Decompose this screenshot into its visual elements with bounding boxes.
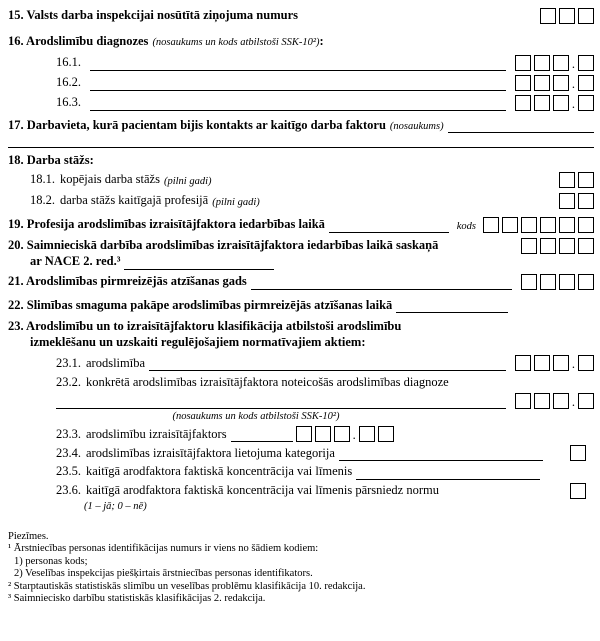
- exceeds-norm-box[interactable]: [567, 483, 586, 499]
- code-box[interactable]: [540, 274, 556, 290]
- code-box[interactable]: [559, 274, 575, 290]
- item-16-3: [8, 95, 594, 111]
- code-separator: .: [571, 96, 575, 111]
- item-16-label: 16. Arodslimību diagnozes: [8, 34, 149, 48]
- code-box[interactable]: [559, 8, 575, 24]
- item-23-2-number: 23.2.: [56, 375, 81, 390]
- code-box[interactable]: [515, 55, 531, 71]
- item-19-label: 19. Profesija arodslimības izraisītājfaktora iedarbības laikā: [8, 217, 325, 232]
- profession-fill-line[interactable]: [329, 220, 449, 233]
- item-18-2-note: (pilni gadi): [212, 196, 260, 208]
- code-separator: .: [571, 395, 575, 409]
- code-box[interactable]: [534, 95, 550, 111]
- item-23-2: [8, 375, 594, 391]
- code-box[interactable]: [502, 217, 518, 233]
- item-20-label-2: ar NACE 2. red.³: [30, 253, 121, 268]
- code-box[interactable]: [559, 172, 575, 188]
- item-16-3-number: 16.3.: [56, 95, 81, 109]
- item-15-label: 15. Valsts darba inspekcijai nosūtītā ziņojuma numurs: [8, 8, 298, 23]
- code-box[interactable]: [534, 355, 550, 371]
- code-box[interactable]: [578, 238, 594, 254]
- item-18-1: [8, 172, 594, 188]
- code-box[interactable]: [553, 55, 569, 71]
- item-23-6-number: 23.6.: [56, 483, 81, 498]
- item-22: [8, 298, 594, 314]
- item-23-5-number: 23.5.: [56, 464, 81, 479]
- factor-code-boxes[interactable]: [293, 426, 394, 442]
- footnote-1: ¹ Ārstniecības personas identifikācijas numurs ir viens no šādiem kodiem:: [8, 543, 319, 555]
- recognition-year-boxes[interactable]: [518, 274, 594, 290]
- item-19: [8, 217, 594, 233]
- item-23-1-label: arodslimība: [86, 355, 146, 370]
- nace-fill-line[interactable]: [124, 257, 274, 270]
- footnotes-title: Piezīmes.: [8, 530, 49, 542]
- diagnosis-1-code-boxes[interactable]: [512, 55, 594, 71]
- causal-diagnosis-code-boxes[interactable]: [512, 393, 594, 409]
- item-23-label-1: 23. Arodslimību un to izraisītājfaktoru klasifikācija atbilstoši arodslimību: [8, 319, 402, 334]
- harmful-service-years-boxes[interactable]: [556, 193, 594, 209]
- code-box[interactable]: [540, 238, 556, 254]
- item-16-heading: [8, 34, 594, 50]
- item-23-4: [8, 445, 594, 461]
- item-23-3-label: arodslimību izraisītājfaktors: [86, 426, 227, 441]
- item-23-6-note: (1 – jā; 0 – nē): [84, 500, 147, 512]
- item-18-1-note: (pilni gadi): [163, 175, 212, 187]
- code-box[interactable]: [553, 393, 569, 409]
- item-15: [8, 8, 594, 24]
- code-box[interactable]: [578, 172, 594, 188]
- diagnosis-2-fill-line[interactable]: [90, 78, 506, 91]
- code-box[interactable]: [540, 8, 556, 24]
- code-box[interactable]: [553, 75, 569, 91]
- item-17-line2: [8, 135, 594, 148]
- code-box[interactable]: [553, 355, 569, 371]
- code-box[interactable]: [334, 426, 350, 442]
- code-box[interactable]: [578, 393, 594, 409]
- code-box[interactable]: [515, 75, 531, 91]
- code-box[interactable]: [578, 55, 594, 71]
- footnote-2: ² Starptautiskās statistiskās slimību un veselības problēmu klasifikācija 10. redakcija.: [8, 580, 366, 592]
- code-box[interactable]: [570, 445, 586, 461]
- item-23-heading-line1: [8, 319, 594, 335]
- code-box[interactable]: [578, 274, 594, 290]
- item-18-heading: [8, 153, 594, 169]
- item-23-2-fill: [8, 393, 594, 409]
- item-18-2-label: darba stāžs kaitīgajā profesijā: [60, 193, 209, 208]
- code-box[interactable]: [296, 426, 312, 442]
- workplace-fill-line-2[interactable]: [8, 135, 594, 148]
- item-23-1: [8, 355, 594, 371]
- workplace-fill-line[interactable]: [448, 120, 594, 133]
- item-20-label: 20. Saimnieciskā darbība arodslimības izraisītājfaktora iedarbības laikā saskaņā: [8, 238, 439, 253]
- code-box[interactable]: [534, 55, 550, 71]
- item-18-1-number: 18.1.: [30, 172, 55, 187]
- footnote-1a: 1) personas kods;: [14, 555, 88, 567]
- code-box[interactable]: [578, 75, 594, 91]
- item-23-6-label: kaitīgā arodfaktora faktiskā koncentrācija vai līmenis pārsniedz normu: [86, 483, 439, 498]
- code-box[interactable]: [540, 217, 556, 233]
- item-23-label-2: izmeklēšanu un uzskaiti regulējošajiem normatīvajiem aktiem:: [30, 334, 366, 349]
- code-box[interactable]: [559, 193, 575, 209]
- usage-category-fill-line[interactable]: [339, 448, 543, 461]
- item-18-1-label: kopējais darba stāžs: [60, 172, 160, 187]
- item-23-2-caption: (nosaukums un kods atbilstoši SSK-10²): [172, 411, 340, 422]
- code-box[interactable]: [515, 95, 531, 111]
- code-box[interactable]: [578, 355, 594, 371]
- disease-code-boxes[interactable]: [512, 355, 594, 371]
- code-box[interactable]: [315, 426, 331, 442]
- diagnosis-1-fill-line[interactable]: [90, 58, 506, 71]
- code-separator: .: [352, 428, 356, 443]
- disease-fill-line[interactable]: [149, 358, 506, 371]
- profession-code-boxes[interactable]: [480, 217, 594, 233]
- item-17-note: (nosaukums): [389, 121, 444, 133]
- item-17-label: 17. Darbavieta, kurā pacientam bijis kontakts ar kaitīgo darba faktoru: [8, 117, 386, 132]
- item-23-3-number: 23.3.: [56, 426, 81, 441]
- item-16-2-number: 16.2.: [56, 75, 81, 89]
- item-23-heading-line2: [8, 335, 594, 351]
- code-separator: .: [571, 76, 575, 91]
- footnote-1b: 2) Veselības inspekcijas piešķirtais ārstniecības personas identifikators.: [14, 568, 313, 580]
- code-box[interactable]: [553, 95, 569, 111]
- item-16-note: (nosaukums un kods atbilstoši SSK-10²): [152, 37, 320, 48]
- code-box[interactable]: [559, 238, 575, 254]
- code-box[interactable]: [578, 217, 594, 233]
- item-23-4-label: arodslimības izraisītājfaktora lietojuma kategorija: [86, 445, 335, 460]
- diagnosis-2-code-boxes[interactable]: [512, 75, 594, 91]
- item-19-code-label: kods: [456, 220, 476, 232]
- item-21: [8, 274, 594, 290]
- code-box[interactable]: [578, 193, 594, 209]
- item-23-1-number: 23.1.: [56, 355, 81, 370]
- severity-fill-line[interactable]: [396, 300, 508, 313]
- nace-code-boxes[interactable]: [518, 238, 594, 254]
- year-fill-line[interactable]: [251, 277, 512, 290]
- item-23-4-number: 23.4.: [56, 445, 81, 460]
- code-separator: .: [571, 357, 575, 372]
- item-16-2: [8, 75, 594, 91]
- code-box[interactable]: [521, 217, 537, 233]
- code-box[interactable]: [521, 238, 537, 254]
- item-17: [8, 118, 594, 134]
- code-box[interactable]: [534, 75, 550, 91]
- item-23-5-label: kaitīgā arodfaktora faktiskā koncentrācija vai līmenis: [86, 464, 353, 479]
- code-box[interactable]: [521, 274, 537, 290]
- footnote-3: ³ Saimniecisko darbību statistiskās klasifikācijas 2. redakcija.: [8, 593, 266, 605]
- factor-fill-line[interactable]: [231, 429, 293, 442]
- item-23-3: [8, 426, 594, 442]
- item-18-2-number: 18.2.: [30, 193, 55, 208]
- usage-category-box[interactable]: [567, 445, 586, 461]
- code-box[interactable]: [515, 393, 531, 409]
- item-20-line2: [8, 254, 594, 270]
- item-20: [8, 238, 594, 254]
- diagnosis-3-fill-line[interactable]: [90, 98, 506, 111]
- code-box[interactable]: [578, 8, 594, 24]
- code-box[interactable]: [359, 426, 375, 442]
- item-23-5: [8, 464, 594, 480]
- diagnosis-3-code-boxes[interactable]: [512, 95, 594, 111]
- code-box[interactable]: [570, 483, 586, 499]
- item-18-label: 18. Darba stāžs:: [8, 153, 94, 168]
- code-box[interactable]: [559, 217, 575, 233]
- item-18-2: [8, 193, 594, 209]
- item-22-label: 22. Slimības smaguma pakāpe arodslimības pirmreizējās atzīšanas laikā: [8, 297, 393, 312]
- code-box[interactable]: [483, 217, 499, 233]
- causal-diagnosis-fill-line[interactable]: [56, 396, 506, 409]
- concentration-fill-line[interactable]: [356, 467, 540, 480]
- item-16-colon: :: [319, 34, 324, 48]
- code-box[interactable]: [515, 355, 531, 371]
- footnotes: [8, 531, 594, 605]
- item-23-2-label: konkrētā arodslimības izraisītājfaktora noteicošās arodslimības diagnoze: [86, 375, 449, 390]
- report-number-boxes[interactable]: [537, 8, 594, 24]
- item-16-1: [8, 55, 594, 71]
- code-separator: .: [571, 56, 575, 71]
- total-service-years-boxes[interactable]: [556, 172, 594, 188]
- code-box[interactable]: [578, 95, 594, 111]
- item-21-label: 21. Arodslimības pirmreizējās atzīšanas gads: [8, 273, 247, 288]
- item-23-6: [8, 483, 594, 499]
- item-16-1-number: 16.1.: [56, 55, 81, 69]
- code-box[interactable]: [534, 393, 550, 409]
- code-box[interactable]: [378, 426, 394, 442]
